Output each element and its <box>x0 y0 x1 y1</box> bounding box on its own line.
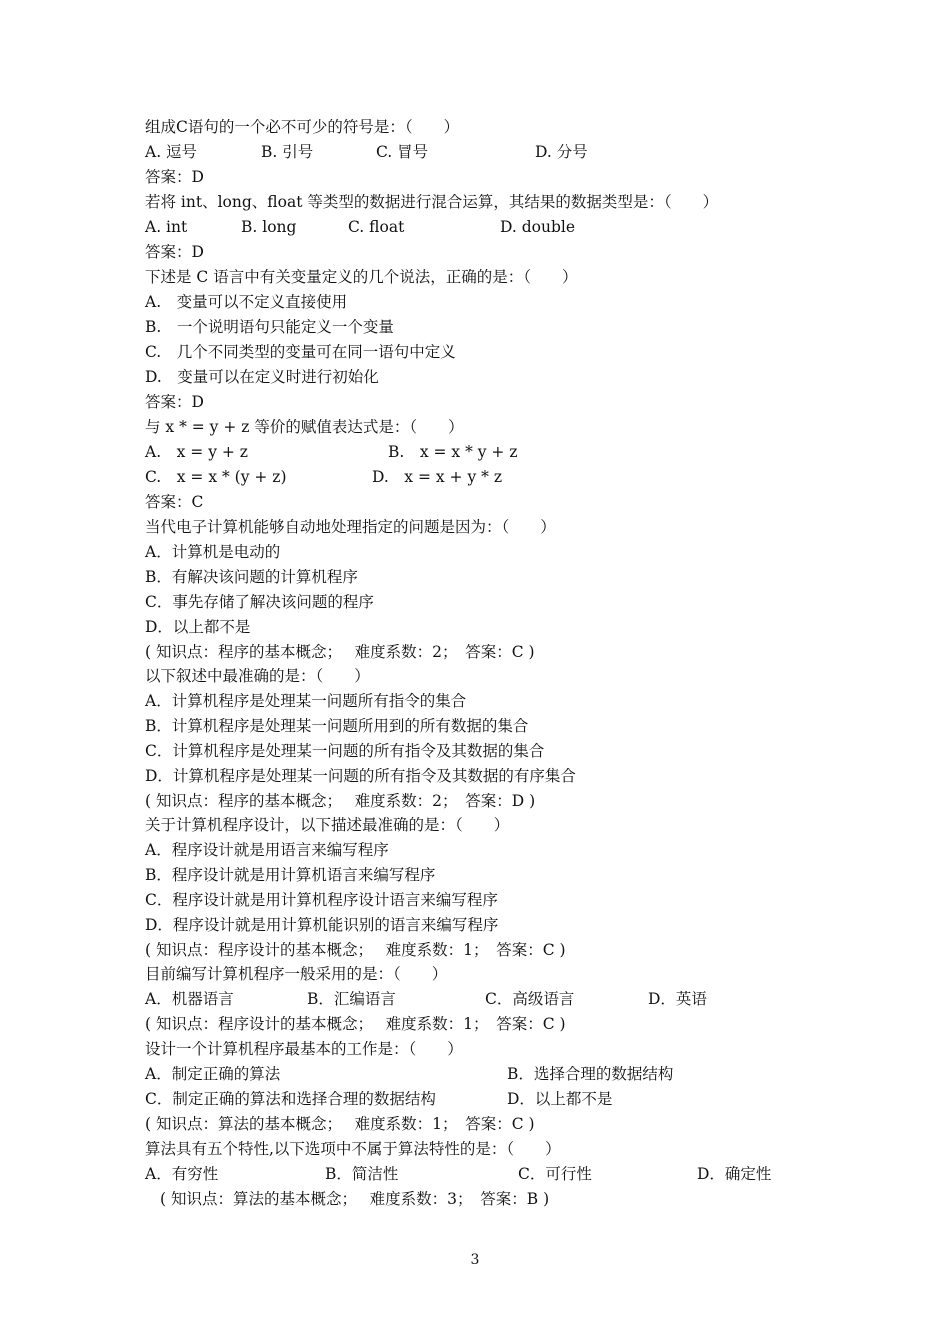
knowledge-note-text: ( 知识点：算法的基本概念； 难度系数：1； 答案：C ) <box>145 1115 535 1133</box>
option-b: B．汇编语言 <box>307 990 396 1008</box>
option-text: B．程序设计就是用计算机语言来编写程序 <box>145 866 436 884</box>
option-b: B．选择合理的数据结构 <box>507 1065 674 1083</box>
option-text: D. 变量可以在定义时进行初始化 <box>145 368 379 386</box>
option-b: B．简洁性 <box>325 1165 399 1183</box>
knowledge-note-text: ( 知识点：程序设计的基本概念； 难度系数：1； 答案：C ) <box>145 941 566 959</box>
question-stem-text: 设计一个计算机程序最基本的工作是：（ ） <box>145 1040 463 1058</box>
question-stem-text: 关于计算机程序设计，以下描述最准确的是：（ ） <box>145 816 510 834</box>
option-text: C．计算机程序是处理某一问题的所有指令及其数据的集合 <box>145 742 545 760</box>
question-stem-text: 算法具有五个特性,以下选项中不属于算法特性的是：（ ） <box>145 1140 561 1158</box>
options-row <box>145 140 588 164</box>
option-d: D．确定性 <box>697 1165 772 1183</box>
option-text: B. 一个说明语句只能定义一个变量 <box>145 318 394 336</box>
answer-text: 答案：D <box>145 393 204 411</box>
question-stem-text: 目前编写计算机程序一般采用的是：（ ） <box>145 965 448 983</box>
page-number: 3 <box>470 1252 480 1268</box>
options-row <box>145 1087 613 1111</box>
knowledge-note-text: ( 知识点：算法的基本概念； 难度系数：3； 答案：B ) <box>160 1190 550 1208</box>
option-a: A．制定正确的算法 <box>145 1065 281 1083</box>
answer-text: 答案：D <box>145 168 204 186</box>
option-c: C．制定正确的算法和选择合理的数据结构 <box>145 1090 436 1108</box>
option-d: D. x = x + y * z <box>372 468 502 486</box>
options-row <box>145 215 576 239</box>
option-text: D．以上都不是 <box>145 618 251 636</box>
options-row <box>145 465 502 489</box>
knowledge-note-text: ( 知识点：程序设计的基本概念； 难度系数：1； 答案：C ) <box>145 1015 566 1033</box>
option-a: A. x = y + z <box>145 443 248 461</box>
options-row <box>145 1162 772 1186</box>
option-text: B．计算机程序是处理某一问题所用到的所有数据的集合 <box>145 717 529 735</box>
option-a: A．机器语言 <box>145 990 234 1008</box>
question-stem-text: 当代电子计算机能够自动地处理指定的问题是因为：（ ） <box>145 518 556 536</box>
option-c: C．可行性 <box>518 1165 592 1183</box>
option-text: C. 几个不同类型的变量可在同一语句中定义 <box>145 343 456 361</box>
options-row <box>145 440 518 464</box>
option-d: D. double <box>500 218 576 236</box>
option-text: A．计算机程序是处理某一问题所有指令的集合 <box>145 692 467 710</box>
option-text: A. 变量可以不定义直接使用 <box>145 293 348 311</box>
option-d: D．英语 <box>648 990 707 1008</box>
options-row <box>145 987 707 1011</box>
option-c: C. float <box>348 218 405 236</box>
question-stem-text: 组成C语句的一个必不可少的符号是：（ ） <box>145 118 460 136</box>
question-stem-text: 若将 int、long、float 等类型的数据进行混合运算，其结果的数据类型是：（ ） <box>145 193 719 211</box>
option-text: C．事先存储了解决该问题的程序 <box>145 593 374 611</box>
option-d: D．以上都不是 <box>507 1090 613 1108</box>
option-a: A．有穷性 <box>145 1165 219 1183</box>
option-text: A．计算机是电动的 <box>145 543 281 561</box>
answer-text: 答案：D <box>145 243 204 261</box>
question-stem-text: 以下叙述中最准确的是：（ ） <box>145 667 370 685</box>
option-text: D．计算机程序是处理某一问题的所有指令及其数据的有序集合 <box>145 767 576 785</box>
option-c: C. 冒号 <box>376 143 429 161</box>
option-c: C. x = x * (y + z) <box>145 468 287 486</box>
knowledge-note-text: ( 知识点：程序的基本概念； 难度系数：2； 答案：C ) <box>145 643 535 661</box>
option-c: C．高级语言 <box>485 990 575 1008</box>
option-text: D．程序设计就是用计算机能识别的语言来编写程序 <box>145 916 499 934</box>
option-b: B. long <box>241 218 297 236</box>
option-text: C．程序设计就是用计算机程序设计语言来编写程序 <box>145 891 498 909</box>
question-stem-text: 与 x * = y + z 等价的赋值表达式是：（ ） <box>145 418 464 436</box>
answer-text: 答案：C <box>145 493 204 511</box>
option-text: A．程序设计就是用语言来编写程序 <box>145 841 389 859</box>
knowledge-note-text: ( 知识点：程序的基本概念； 难度系数：2； 答案：D ) <box>145 792 536 810</box>
option-text: B．有解决该问题的计算机程序 <box>145 568 358 586</box>
option-a: A. int <box>145 218 188 236</box>
option-a: A. 逗号 <box>145 143 198 161</box>
option-d: D. 分号 <box>535 143 588 161</box>
option-b: B. x = x * y + z <box>388 443 518 461</box>
options-row <box>145 1062 674 1086</box>
option-b: B. 引号 <box>261 143 314 161</box>
question-stem-text: 下述是 C 语言中有关变量定义的几个说法，正确的是：（ ） <box>145 268 578 286</box>
